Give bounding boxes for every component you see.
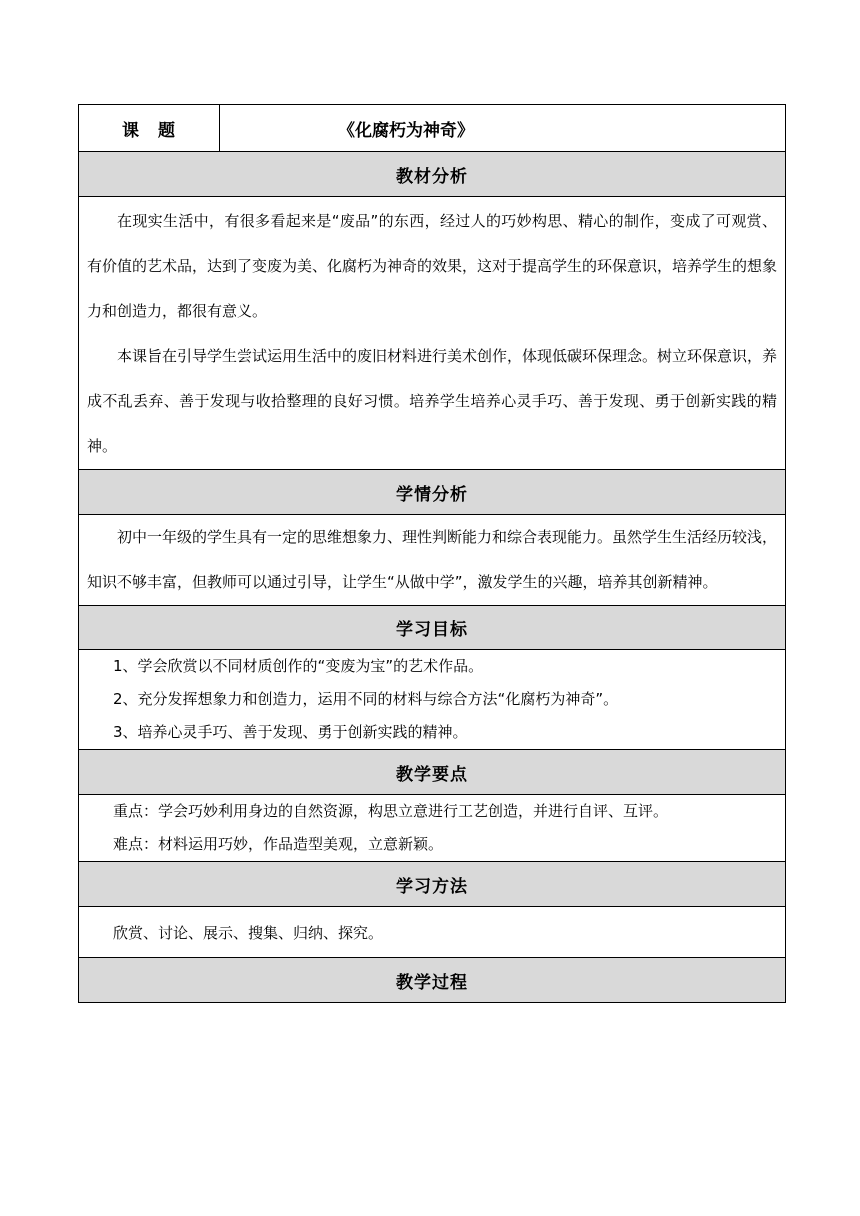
section-header-row: [79, 152, 786, 197]
section-body-row: [79, 907, 786, 958]
process-heading: 教学过程: [79, 958, 786, 1003]
objectives-body: [79, 650, 786, 750]
textbook-analysis-heading: 教材分析: [79, 152, 786, 197]
textbook-analysis-paragraph: 本课旨在引导学生尝试运用生活中的废旧材料进行美术创作，体现低碳环保理念。树立环保意识，养成不乱丢弃、善于发现与收拾整理的良好习惯。培养学生培养心灵手巧、善于发现、勇于创新实践的精神。: [87, 347, 778, 455]
learner-analysis-heading: 学情分析: [79, 470, 786, 515]
key-point-item: 难点：材料运用巧妙，作品造型美观，立意新颖。: [113, 835, 444, 853]
title-label: 课 题: [79, 105, 220, 152]
section-body-row: [79, 197, 786, 470]
section-body-row: [79, 795, 786, 862]
objective-item: 2、充分发挥想象力和创造力，运用不同的材料与综合方法“化腐朽为神奇”。: [113, 690, 619, 708]
section-header-row: [79, 606, 786, 650]
textbook-analysis-paragraph: 在现实生活中，有很多看起来是“废品”的东西，经过人的巧妙构思、精心的制作，变成了可观赏、有价值的艺术品，达到了变废为美、化腐朽为神奇的效果，这对于提高学生的环保意识，培养学生的想象力和创造力，都很有意义。: [87, 212, 778, 320]
section-body-row: [79, 650, 786, 750]
learner-analysis-body: [79, 515, 786, 606]
methods-heading: 学习方法: [79, 862, 786, 907]
textbook-analysis-body: [79, 197, 786, 470]
learner-analysis-paragraph: 初中一年级的学生具有一定的思维想象力、理性判断能力和综合表现能力。虽然学生生活经历较浅，知识不够丰富，但教师可以通过引导，让学生“从做中学”，激发学生的兴趣，培养其创新精神。: [87, 528, 778, 591]
objective-item: 1、学会欣赏以不同材质创作的“变废为宝”的艺术作品。: [113, 657, 484, 675]
section-header-row: [79, 470, 786, 515]
key-points-heading: 教学要点: [79, 750, 786, 795]
section-header-row: [79, 862, 786, 907]
key-points-body: [79, 795, 786, 862]
objective-item: 3、培养心灵手巧、善于发现、勇于创新实践的精神。: [113, 723, 468, 741]
section-header-row: [79, 750, 786, 795]
title-row: [79, 105, 786, 152]
section-body-row: [79, 515, 786, 606]
section-header-row: [79, 958, 786, 1003]
lesson-plan-table: [78, 104, 786, 1003]
methods-text: 欣赏、讨论、展示、搜集、归纳、探究。: [79, 907, 786, 958]
key-point-item: 重点：学会巧妙利用身边的自然资源，构思立意进行工艺创造，并进行自评、互评。: [113, 802, 669, 820]
objectives-heading: 学习目标: [79, 606, 786, 650]
lesson-title: 《化腐朽为神奇》: [220, 105, 786, 152]
